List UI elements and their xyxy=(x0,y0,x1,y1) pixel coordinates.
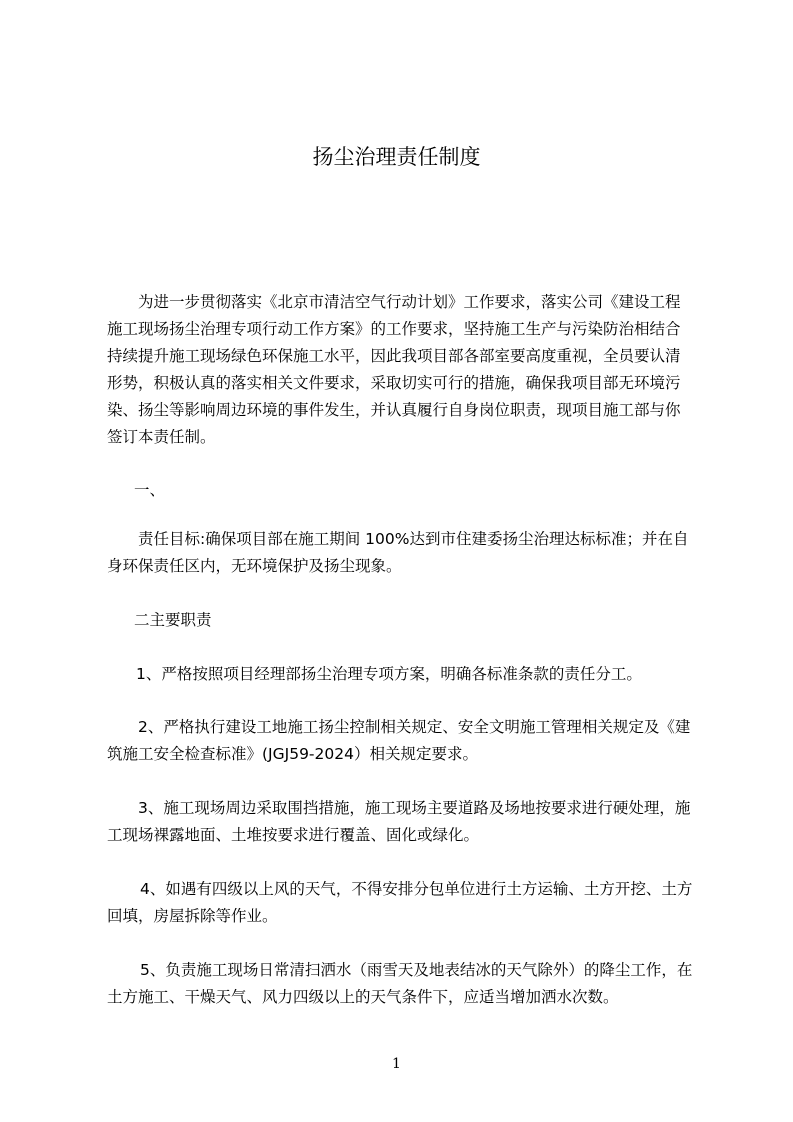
duty-item-2 xyxy=(107,714,711,768)
duty-line: 回填，房屋拆除等作业。 xyxy=(107,907,278,925)
duty-line: 1、严格按照项目经理部扬尘治理专项方案，明确各标准条款的责任分工。 xyxy=(136,665,642,683)
duty-item-1 xyxy=(107,661,711,688)
section-one-heading xyxy=(107,477,711,504)
section-two-heading xyxy=(107,607,711,634)
duty-line: 筑施工安全检查标准》(JGJ59-2024）相关规定要求。 xyxy=(107,745,478,763)
duty-line: 土方施工、干燥天气、风力四级以上的天气条件下，应适当增加洒水次数。 xyxy=(107,988,619,1006)
page-number: 1 xyxy=(392,1056,401,1072)
duty-line: 2、严格执行建设工地施工扬尘控制相关规定、安全文明施工管理相关规定及《建 xyxy=(138,718,691,736)
intro-line: 染、扬尘等影响周边环境的事件发生，并认真履行自身岗位职责，现项目施工部与你 xyxy=(107,401,681,419)
intro-line: 为进一步贯彻落实《北京市清洁空气行动计划》工作要求，落实公司《建设工程 xyxy=(138,293,681,311)
intro-line: 签订本责任制。 xyxy=(107,428,216,446)
section-one-heading-text: 一、 xyxy=(134,481,166,499)
duty-item-4 xyxy=(107,876,711,930)
duty-line: 3、施工现场周边采取围挡措施，施工现场主要道路及场地按要求进行硬处理，施 xyxy=(138,799,691,817)
document-title: 扬尘治理责任制度 xyxy=(312,145,481,169)
intro-line: 施工现场扬尘治理专项行动工作方案》的工作要求，坚持施工生产与污染防治相结合 xyxy=(107,320,681,338)
duty-item-3 xyxy=(107,795,711,849)
duty-line: 4、如遇有四级以上风的天气，不得安排分包单位进行土方运输、土方开挖、土方 xyxy=(140,880,693,898)
goal-line: 身环保责任区内，无环境保护及扬尘现象。 xyxy=(107,557,402,575)
intro-line: 持续提升施工现场绿色环保施工水平，因此我项目部各部室要高度重视，全员要认清 xyxy=(107,347,681,365)
duty-line: 工现场裸露地面、土堆按要求进行覆盖、固化或绿化。 xyxy=(107,826,480,844)
duty-line: 5、负责施工现场日常清扫洒水（雨雪天及地表结冰的天气除外）的降尘工作，在 xyxy=(140,961,693,979)
intro-line: 形势，积极认真的落实相关文件要求，采取切实可行的措施，确保我项目部无环境污 xyxy=(107,374,681,392)
section-two-heading-text: 二主要职责 xyxy=(134,611,212,629)
duty-item-5 xyxy=(107,957,711,1011)
intro-paragraph xyxy=(107,289,711,451)
goal-line: 责任目标:确保项目部在施工期间 100%达到市住建委扬尘治理达标标准；并在自 xyxy=(138,530,689,548)
goal-paragraph xyxy=(107,526,711,580)
